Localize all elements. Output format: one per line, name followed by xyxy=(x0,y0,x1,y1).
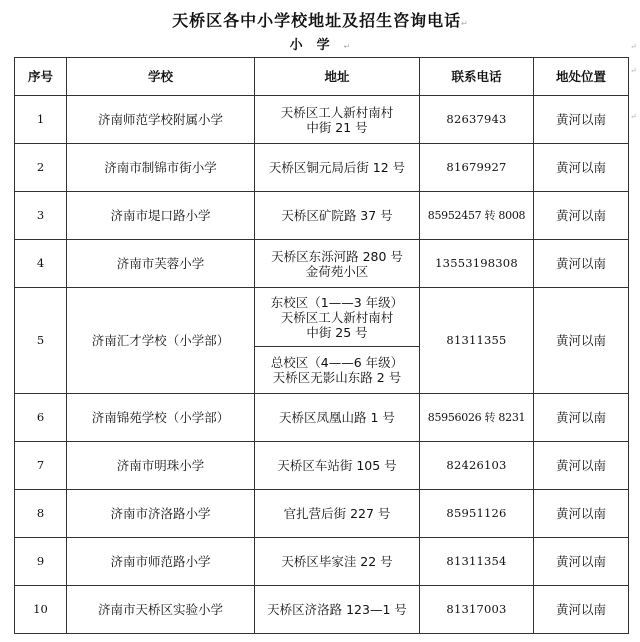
table-row xyxy=(15,442,629,490)
document-title xyxy=(0,8,640,31)
school-name: 济南市天桥区实验小学 xyxy=(67,586,255,634)
location: 黄河以南 xyxy=(534,96,629,144)
school-address xyxy=(255,240,420,288)
header-location: 地处位置 xyxy=(534,58,629,96)
phone-number: 81311354 xyxy=(420,538,534,586)
table-row xyxy=(15,394,629,442)
school-address xyxy=(255,394,420,442)
school-name: 济南市明珠小学 xyxy=(67,442,255,490)
document-title-text: 天桥区各中小学校地址及招生咨询电话 xyxy=(172,11,462,30)
location: 黄河以南 xyxy=(534,394,629,442)
school-address xyxy=(255,192,420,240)
school-name: 济南市济洛路小学 xyxy=(67,490,255,538)
school-address xyxy=(255,144,420,192)
row-number: 8 xyxy=(15,490,67,538)
school-address xyxy=(255,586,420,634)
location: 黄河以南 xyxy=(534,192,629,240)
row-number: 2 xyxy=(15,144,67,192)
address-line: 官扎营后街 227 号 xyxy=(283,506,391,521)
address-line: 天桥区无影山东路 2 号 xyxy=(272,370,402,385)
row-number: 7 xyxy=(15,442,67,490)
address-line: 天桥区车站街 105 号 xyxy=(277,458,397,473)
table-row xyxy=(15,490,629,538)
phone-number: 13553198308 xyxy=(420,240,534,288)
table-row xyxy=(15,538,629,586)
location: 黄河以南 xyxy=(534,288,629,394)
phone-number: 81311355 xyxy=(420,288,534,394)
phone-number: 85956026 转 8231 xyxy=(420,394,534,442)
header-address: 地址 xyxy=(255,58,420,96)
address-line: 天桥区东泺河路 280 号 xyxy=(271,248,403,264)
phone-number: 81317003 xyxy=(420,586,534,634)
address-line: 天桥区工人新村南村 xyxy=(280,309,394,325)
row-end-mark-icon: ↵ xyxy=(630,112,637,121)
phone-number: 85952457 转 8008 xyxy=(420,192,534,240)
header-no: 序号 xyxy=(15,58,67,96)
row-number: 1 xyxy=(15,96,67,144)
school-address xyxy=(255,442,420,490)
paragraph-mark-icon: ↵ xyxy=(343,42,351,51)
school-name: 济南市芙蓉小学 xyxy=(67,240,255,288)
address-line: 天桥区毕家洼 22 号 xyxy=(281,554,393,569)
section-subtitle xyxy=(0,34,640,53)
table-row xyxy=(15,288,629,347)
phone-number: 81679927 xyxy=(420,144,534,192)
section-subtitle-text: 小学 xyxy=(289,38,344,53)
address-line: 中街 25 号 xyxy=(306,324,368,340)
header-school: 学校 xyxy=(67,58,255,96)
table-row xyxy=(15,96,629,144)
school-name: 济南市堤口路小学 xyxy=(67,192,255,240)
address-line: 天桥区工人新村南村 xyxy=(280,104,394,120)
school-name: 济南市师范路小学 xyxy=(67,538,255,586)
row-number: 3 xyxy=(15,192,67,240)
row-end-mark-icon: ↵ xyxy=(630,66,637,75)
table-row xyxy=(15,144,629,192)
school-name: 济南锦苑学校（小学部） xyxy=(67,394,255,442)
location: 黄河以南 xyxy=(534,490,629,538)
location: 黄河以南 xyxy=(534,538,629,586)
phone-number: 82637943 xyxy=(420,96,534,144)
school-name: 济南师范学校附属小学 xyxy=(67,96,255,144)
address-line: 天桥区铜元局后街 12 号 xyxy=(268,160,406,175)
location: 黄河以南 xyxy=(534,586,629,634)
address-line: 东校区（1——3 年级） xyxy=(270,294,404,310)
school-address xyxy=(255,490,420,538)
address-line: 中街 21 号 xyxy=(306,119,368,135)
campus-address-main xyxy=(255,347,420,394)
school-table xyxy=(14,57,629,634)
row-number: 4 xyxy=(15,240,67,288)
table-row xyxy=(15,240,629,288)
school-address xyxy=(255,96,420,144)
location: 黄河以南 xyxy=(534,442,629,490)
address-line: 金荷苑小区 xyxy=(305,263,369,279)
address-line: 总校区（4——6 年级） xyxy=(270,355,404,370)
phone-number: 82426103 xyxy=(420,442,534,490)
row-number: 6 xyxy=(15,394,67,442)
paragraph-mark-icon: ↵ xyxy=(461,19,468,28)
location: 黄河以南 xyxy=(534,240,629,288)
school-address xyxy=(255,538,420,586)
header-phone: 联系电话 xyxy=(420,58,534,96)
address-line: 天桥区凤凰山路 1 号 xyxy=(279,410,395,425)
location: 黄河以南 xyxy=(534,144,629,192)
address-line: 天桥区矿院路 37 号 xyxy=(281,208,393,223)
table-header-row xyxy=(15,58,629,96)
row-number: 10 xyxy=(15,586,67,634)
phone-number: 85951126 xyxy=(420,490,534,538)
address-line: 天桥区济洛路 123—1 号 xyxy=(267,602,407,617)
table-row xyxy=(15,192,629,240)
school-name: 济南市制锦市街小学 xyxy=(67,144,255,192)
paragraph-mark-icon: ↵ xyxy=(630,42,637,51)
campus-address-east xyxy=(255,288,420,347)
row-number: 9 xyxy=(15,538,67,586)
table-row xyxy=(15,586,629,634)
row-number: 5 xyxy=(15,288,67,394)
school-name: 济南汇才学校（小学部） xyxy=(67,288,255,394)
